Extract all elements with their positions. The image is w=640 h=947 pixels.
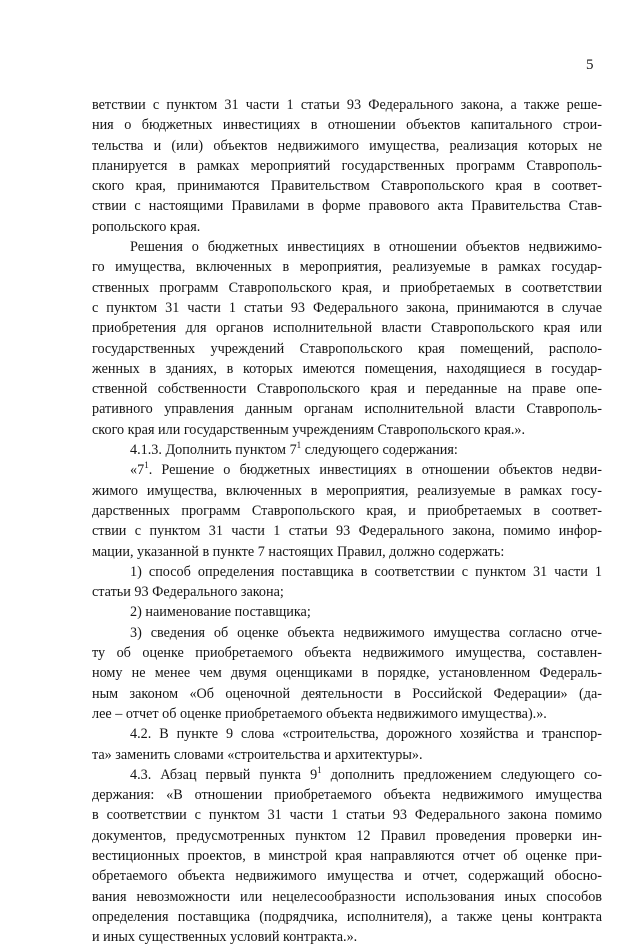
text-line: определения поставщика (подрядчика, исполнителя), а также цены контракта (92, 908, 602, 925)
text-line: ния о бюджетных инвестициях в отношении объектов капитального строи- (92, 117, 602, 134)
text-line: и иных существенных условий контракта.». (92, 929, 358, 946)
text-line: ному не менее чем двумя оценщиками в порядке, установленном Федераль- (92, 665, 602, 682)
text-line: женных в зданиях, в которых имеются помещения, находящиеся в государ- (92, 360, 602, 377)
text-line: Решения о бюджетных инвестициях в отношении объектов недвижимо- (130, 239, 602, 256)
text-line: государственных учреждений Ставропольского края помещений, располо- (92, 340, 602, 357)
text-line: ветствии с пунктом 31 части 1 статьи 93 Федерального закона, а также реше- (92, 97, 602, 113)
text-line: статьи 93 Федерального закона; (92, 584, 284, 601)
superscript-index: 1 (317, 764, 322, 775)
text-line (92, 460, 602, 480)
text-line: дарственных программ Ставропольского края, и приобретаемых в соответ- (92, 502, 602, 519)
text-segment: 4.1.3. Дополнить пунктом 7 (130, 442, 297, 459)
text-segment: 4.3. Абзац первый пункта 9 (130, 766, 318, 783)
text-line: ственных программ Ставропольского края, и приобретаемых в соответствии (92, 279, 602, 296)
document-body (92, 95, 602, 947)
text-line: 1) способ определения поставщика в соответствии с пунктом 31 части 1 (130, 563, 602, 580)
text-line (92, 765, 602, 785)
text-line: с пунктом 31 части 1 статьи 93 Федерального закона, принимаются в случае (92, 299, 602, 316)
superscript-index: 1 (296, 440, 302, 451)
superscript-index: 1 (144, 460, 149, 471)
text-line: ропольского края. (92, 218, 201, 235)
text-line: мации, указанной в пункте 7 настоящих Правил, должно содержать: (92, 543, 505, 560)
text-line: держания: «В отношении приобретаемого объекта недвижимого имущества (92, 787, 602, 804)
text-line: ского края, принимаются Правительством Ставропольского края в соответ- (92, 178, 602, 195)
text-line: ствии с пунктом 31 части 1 статьи 93 Федерального закона, помимо инфор- (92, 523, 602, 540)
text-line: 3) сведения об оценке объекта недвижимого имущества согласно отче- (130, 624, 602, 641)
text-segment: «7 (130, 462, 145, 479)
text-line: ствии с настоящими Правилами в форме правового акта Правительства Став- (92, 198, 602, 215)
text-line: обретаемого объекта недвижимого имущества и отчет, содержащий обосно- (92, 868, 602, 885)
text-line: документов, предусмотренных пунктом 12 Правил проведения проверки ин- (92, 827, 602, 844)
text-line: планируется в рамках мероприятий государственных программ Ставрополь- (92, 157, 602, 174)
text-line: лее – отчет об оценке приобретаемого объекта недвижимого имущества).». (92, 705, 547, 722)
text-line: ского края или государственным учреждениям Ставропольского края.». (92, 421, 526, 438)
text-segment: . Решение о бюджетных инвестициях в отношении объектов недви- (148, 462, 602, 479)
text-line: вестиционных проектов, в минстрой края направляются отчет об оценке при- (92, 847, 602, 864)
text-line: в соответствии с пунктом 31 части 1 статьи 93 Федерального закона помимо (92, 807, 602, 824)
text-line: та» заменить словами «строительства и архитектуры». (92, 746, 423, 763)
text-line: вания невозможности или нецелесообразности использования иных способов (92, 888, 602, 905)
page-number: 5 (586, 57, 594, 73)
text-line: 4.2. В пункте 9 слова «строительства, дорожного хозяйства и транспор- (130, 726, 602, 743)
text-line: тельства и (или) объектов недвижимого имущества, реализация которых не (92, 137, 602, 154)
text-line: приобретения для органов исполнительной власти Ставропольского края или (92, 320, 602, 337)
text-segment: дополнить предложением следующего со- (321, 766, 603, 783)
text-line: ным законом «Об оценочной деятельности в Российской Федерации» (да- (92, 685, 602, 702)
text-line: ративного управления данным органам исполнительной власти Ставрополь- (92, 401, 602, 418)
text-line (92, 440, 602, 460)
text-line: ственной собственности Ставропольского края и переданные на праве опе- (92, 381, 602, 398)
text-line: 2) наименование поставщика; (130, 604, 311, 621)
text-line: го имущества, включенных в мероприятия, реализуемые в рамках государ- (92, 259, 602, 276)
text-segment: следующего содержания: (301, 442, 458, 459)
text-line: ту об оценке приобретаемого объекта недвижимого имущества, составлен- (92, 645, 602, 662)
text-line: жимого имущества, включенных в мероприятия, реализуемые в рамках госу- (92, 482, 602, 499)
